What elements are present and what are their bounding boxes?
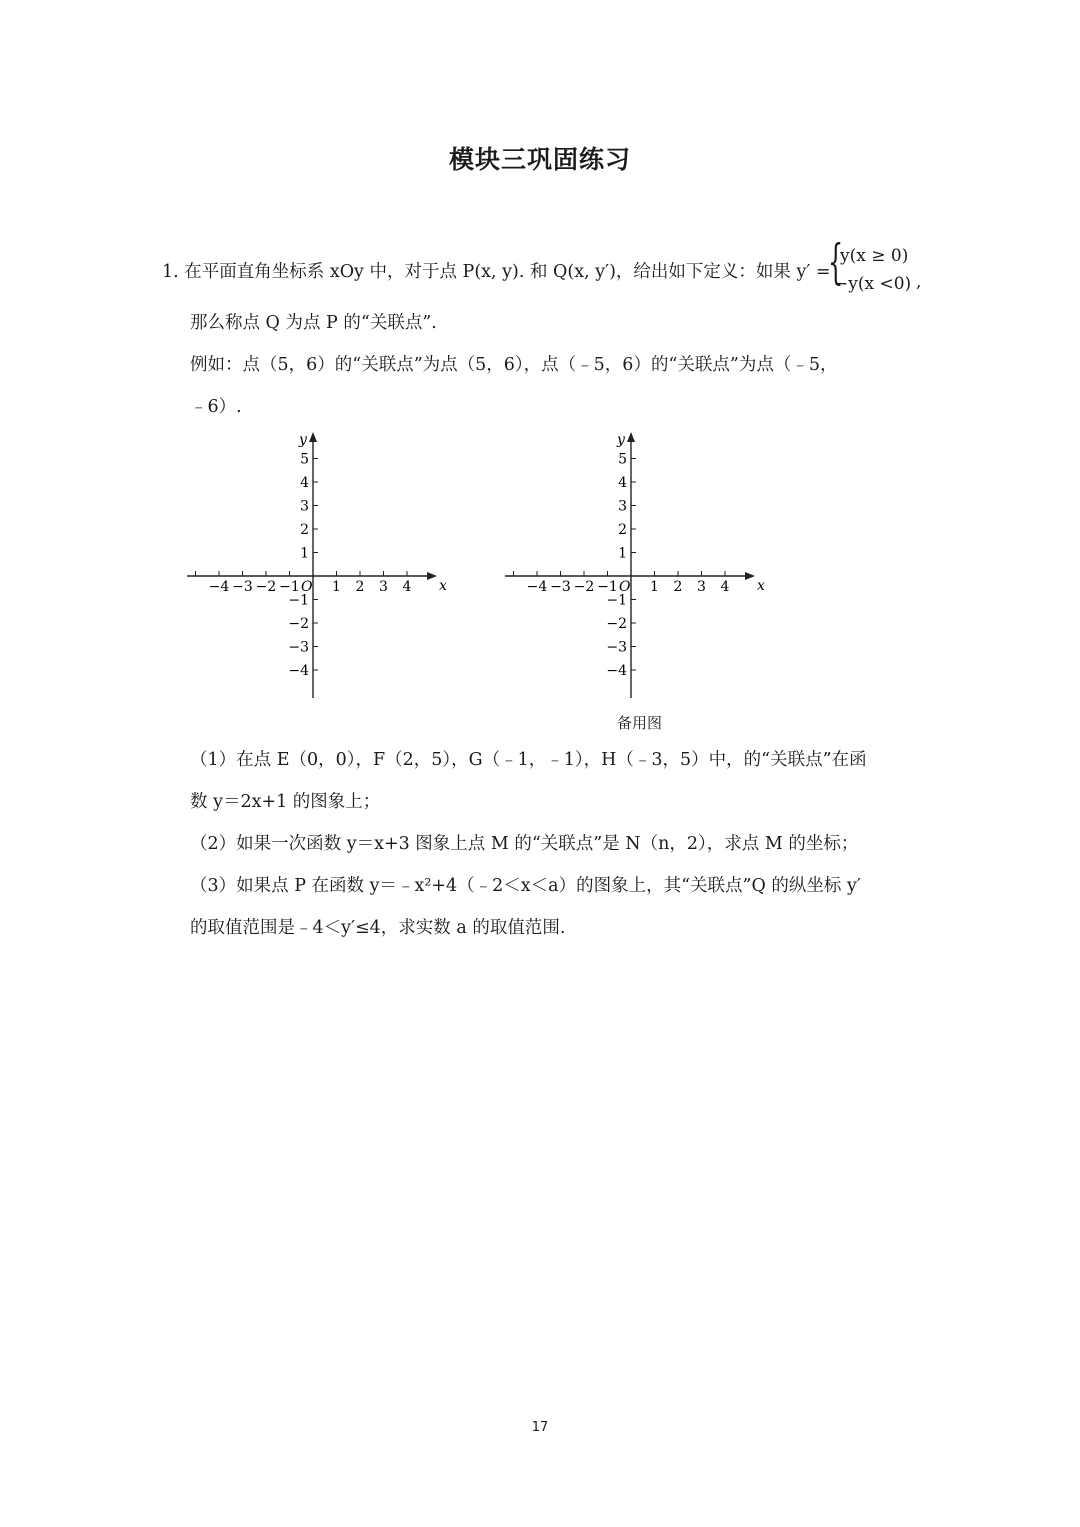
problem-line-2: 那么称点 Q 为点 P 的“关联点”. xyxy=(190,313,437,333)
x-tick-label: −3 xyxy=(232,579,253,595)
problem-line-3: 例如：点（5，6）的“关联点”为点（5，6），点（﹣5，6）的“关联点”为点（﹣5， xyxy=(190,355,838,375)
x-axis-label: x xyxy=(757,578,765,594)
piecewise-case-1: y(x ≥ 0) xyxy=(840,246,909,266)
question-3-line-a: （3）如果点 P 在函数 y＝﹣x²+4（﹣2＜x＜a）的图象上，其“关联点”Q 的纵坐标 y′ xyxy=(190,876,861,896)
problem-line-1: 1. 在平面直角坐标系 xOy 中，对于点 P(x, y). 和 Q(x, y′)，给出如下定义：如果 y′ = xyxy=(162,262,831,282)
x-tick-label: 4 xyxy=(720,579,730,595)
page-title: 模块三巩固练习 xyxy=(448,145,631,174)
x-tick-label: 4 xyxy=(402,579,412,595)
piecewise-definition xyxy=(828,234,920,300)
piecewise-case-2: −y(x <0) xyxy=(834,274,912,294)
x-tick-label: 1 xyxy=(332,579,341,595)
y-tick-label: 2 xyxy=(618,522,627,538)
spare-graph-caption: 备用图 xyxy=(617,714,663,732)
question-2: （2）如果一次函数 y＝x+3 图象上点 M 的“关联点”是 N（n，2），求点 M 的坐标； xyxy=(190,834,859,854)
x-tick-label: 1 xyxy=(650,579,659,595)
y-tick-label: 3 xyxy=(300,498,309,515)
origin-label: O xyxy=(619,579,631,595)
y-tick-label: −2 xyxy=(288,616,309,632)
x-axis-label: x xyxy=(439,578,447,594)
question-1-line-a: （1）在点 E（0，0），F（2，5），G（﹣1，﹣1），H（﹣3，5）中，的“关联点”在函 xyxy=(190,750,867,770)
x-tick-label: 2 xyxy=(355,579,365,595)
coordinate-grid-main xyxy=(185,428,455,707)
coordinate-axes xyxy=(185,428,455,703)
x-tick-label: −3 xyxy=(550,579,571,595)
x-tick-label: −2 xyxy=(255,579,277,595)
x-axis-arrow-icon xyxy=(745,572,755,580)
x-tick-label: −1 xyxy=(279,579,300,595)
x-tick-label: 3 xyxy=(697,579,706,595)
y-axis-label: y xyxy=(617,432,625,448)
problem-line-4: ﹣6）. xyxy=(190,397,242,417)
y-axis-arrow-icon xyxy=(309,432,317,442)
y-tick-label: 4 xyxy=(618,475,627,491)
x-tick-label: −4 xyxy=(526,579,548,595)
y-tick-label: 3 xyxy=(618,498,627,515)
piecewise-comma: , xyxy=(916,272,922,292)
y-axis-label: y xyxy=(299,432,307,448)
y-tick-label: −4 xyxy=(288,663,309,679)
y-tick-label: −2 xyxy=(606,616,627,632)
left-brace-icon: { xyxy=(828,234,844,290)
y-tick-label: −3 xyxy=(606,639,627,656)
page-number: 17 xyxy=(531,1420,549,1435)
x-tick-label: −4 xyxy=(208,579,230,595)
y-tick-label: −3 xyxy=(288,639,309,656)
y-tick-label: 2 xyxy=(300,522,309,538)
question-1-line-b: 数 y＝2x+1 的图象上； xyxy=(190,792,381,812)
y-tick-label: 1 xyxy=(618,545,627,562)
coordinate-axes xyxy=(503,428,773,703)
y-tick-label: −4 xyxy=(606,663,627,679)
y-tick-label: 1 xyxy=(300,545,309,562)
x-tick-label: −1 xyxy=(597,579,618,595)
question-3-line-b: 的取值范围是﹣4＜y′≤4，求实数 a 的取值范围. xyxy=(190,918,566,938)
x-tick-label: 3 xyxy=(379,579,388,595)
coordinate-grid-spare xyxy=(503,428,773,707)
x-tick-label: −2 xyxy=(573,579,595,595)
x-axis-arrow-icon xyxy=(427,572,437,580)
y-tick-label: 4 xyxy=(300,475,309,491)
x-tick-label: 2 xyxy=(673,579,683,595)
y-tick-label: −1 xyxy=(606,592,627,609)
y-tick-label: −1 xyxy=(288,592,309,609)
origin-label: O xyxy=(301,579,313,595)
y-axis-arrow-icon xyxy=(627,432,635,442)
y-tick-label: 5 xyxy=(300,451,309,468)
y-tick-label: 5 xyxy=(618,451,627,468)
